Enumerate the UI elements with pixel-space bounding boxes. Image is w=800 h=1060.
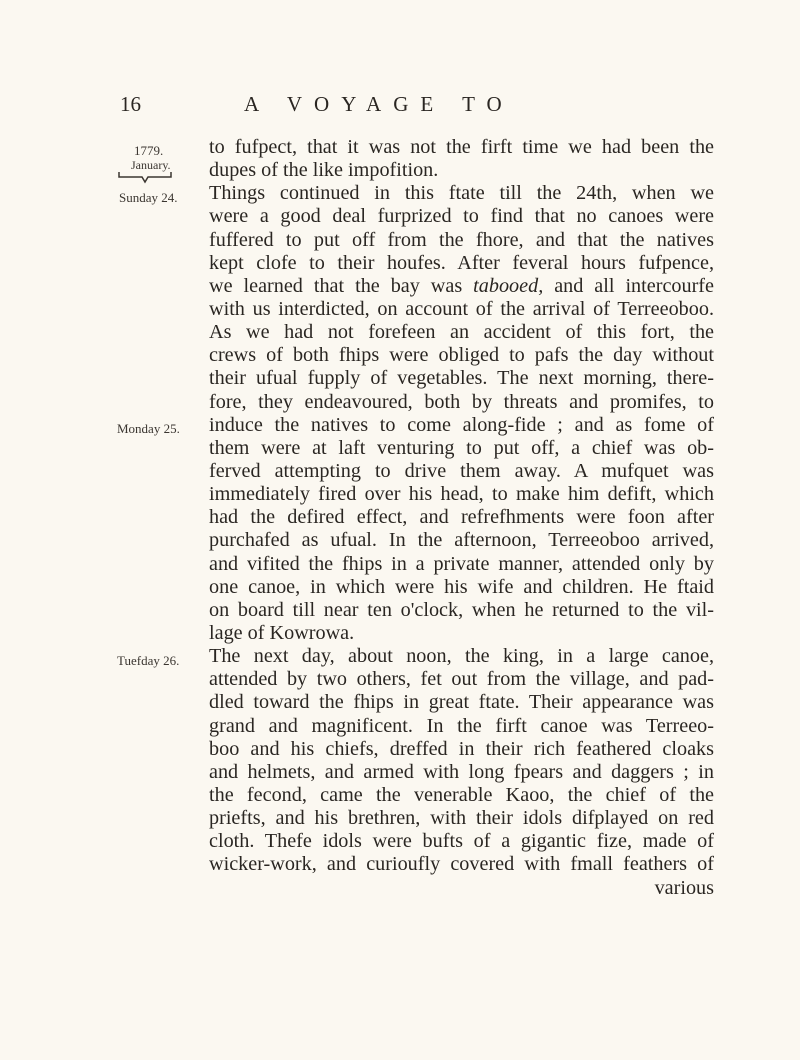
text-line-15: ferved attempting to drive them away. A mufquet was: [209, 459, 714, 482]
text-line-6: kept clofe to their houfes. After feveral hours fufpence,: [209, 251, 714, 274]
text-line-4: were a good deal furprized to find that no canoes were: [209, 205, 714, 228]
margin-note-sunday: Sunday 24.: [119, 190, 178, 205]
body-text: [209, 136, 714, 900]
text-line-7-end: and all intercourfe: [543, 274, 714, 297]
text-line-25: dled toward the fhips in great ftate. Their appearance was: [209, 691, 714, 714]
text-line-8: with us interdicted, on account of the arrival of Terreeoboo.: [209, 297, 714, 320]
margin-note-year: 1779.: [134, 143, 164, 158]
text-line-12: fore, they endeavoured, both by threats and promifes, to: [209, 390, 714, 413]
text-line-20: one canoe, in which were his wife and children. He ftaid: [209, 575, 714, 598]
text-line-10: crews of both fhips were obliged to pafs the day without: [209, 344, 714, 367]
text-line-3: Things continued in this ftate till the 24th, when we: [209, 182, 714, 205]
text-line-7-start: we learned that the bay was: [209, 274, 474, 297]
text-line-29: the fecond, came the venerable Kaoo, the chief of the: [209, 783, 714, 806]
margin-note-month: January.: [131, 158, 171, 172]
running-title: A VOYAGE TO: [244, 92, 514, 116]
text-line-19: and vifited the fhips in a private manner, attended only by: [209, 552, 714, 575]
italic-word-tabooed: tabooed,: [473, 274, 544, 297]
text-line-32: wicker-work, and curioufly covered with fmall feathers of: [209, 853, 714, 876]
margin-note-tuesday: Tuefday 26.: [117, 653, 180, 668]
margin-brace-icon: [117, 170, 173, 184]
text-line-28: and helmets, and armed with long fpears and daggers ; in: [209, 760, 714, 783]
catchword: various: [654, 876, 714, 899]
text-line-7: [209, 275, 714, 298]
text-line-30: priefts, and his brethren, with their idols difplayed on red: [209, 807, 714, 830]
text-line-17: had the defired effect, and refrefhments were foon after: [209, 506, 714, 529]
text-line-11: their ufual fupply of vegetables. The next morning, there-: [209, 367, 714, 390]
text-line-21: on board till near ten o'clock, when he returned to the vil-: [209, 598, 714, 621]
text-line-31: cloth. Thefe idols were bufts of a gigantic fize, made of: [209, 830, 714, 853]
text-line-1: to fufpect, that it was not the firft time we had been the: [209, 136, 714, 158]
text-line-22: lage of Kowrowa.: [209, 621, 355, 644]
text-line-2: dupes of the like impofition.: [209, 159, 439, 182]
text-line-14: them were at laft venturing to put off, a chief was ob-: [209, 436, 714, 459]
text-line-5: fuffered to put off from the fhore, and that the natives: [209, 228, 714, 251]
text-line-27: boo and his chiefs, dreffed in their rich feathered cloaks: [209, 737, 714, 760]
text-line-9: As we had not forefeen an accident of this fort, the: [209, 321, 714, 344]
text-line-23: The next day, about noon, the king, in a large canoe,: [209, 645, 714, 668]
text-line-16: immediately fired over his head, to make him defift, which: [209, 483, 714, 506]
text-line-26: grand and magnificent. In the firft canoe was Terreeo-: [209, 714, 714, 737]
page-header: [0, 92, 800, 122]
text-line-13: induce the natives to come along-fide ; and as fome of: [209, 413, 714, 436]
margin-note-monday: Monday 25.: [117, 421, 180, 436]
page-number: 16: [120, 92, 141, 116]
text-line-24: attended by two others, fet out from the village, and pad-: [209, 668, 714, 691]
text-line-18: purchafed as ufual. In the afternoon, Terreeoboo arrived,: [209, 529, 714, 552]
